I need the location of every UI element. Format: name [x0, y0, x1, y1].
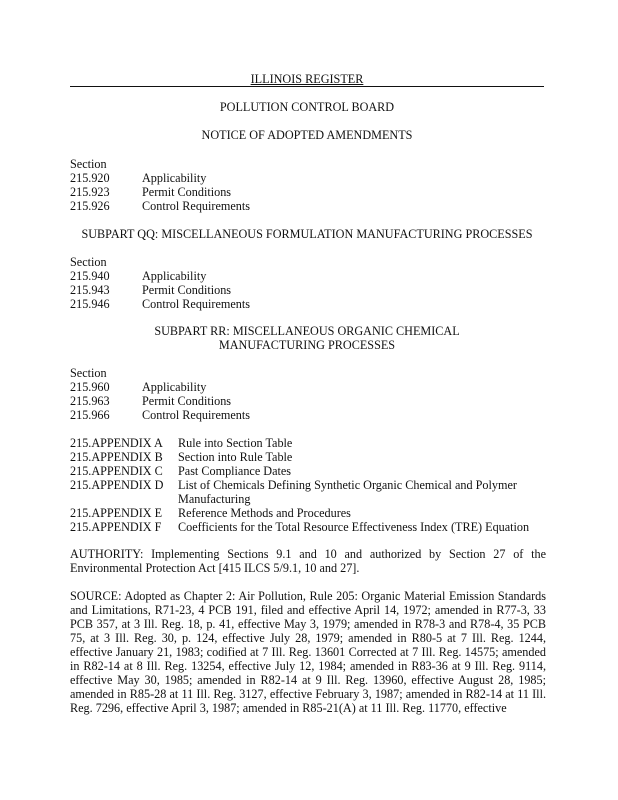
subpart-rr-heading-line2: MANUFACTURING PROCESSES — [218, 338, 396, 352]
appendix-title: Reference Methods and Procedures — [178, 506, 351, 520]
appendix-title: Section into Rule Table — [178, 450, 293, 464]
register-title: ILLINOIS REGISTER — [250, 72, 364, 86]
section-title: Permit Conditions — [142, 185, 232, 199]
appendix-number: 215.APPENDIX F — [70, 520, 162, 534]
section-number: 215.940 — [70, 269, 110, 283]
subpart-rr-heading-line1: SUBPART RR: MISCELLANEOUS ORGANIC CHEMICAL — [154, 324, 460, 338]
appendix-title: List of Chemicals Defining Synthetic Organic Chemical and Polymer Manufacturing — [178, 478, 517, 506]
section-number: 215.920 — [70, 171, 110, 185]
section-number: 215.923 — [70, 185, 110, 199]
section-title: Permit Conditions — [142, 283, 232, 297]
section-row — [70, 171, 206, 185]
section-row — [70, 380, 206, 394]
section-title: Control Requirements — [142, 297, 250, 311]
section-number: 215.926 — [70, 199, 110, 213]
section-row — [70, 269, 206, 283]
section-number: 215.966 — [70, 408, 110, 422]
authority-paragraph: AUTHORITY: Implementing Sections 9.1 and 10 and authorized by Section 27 of the Environmental Protection Act [415 ILCS 5/9.1, 10 and 27]. — [70, 547, 546, 575]
section-title: Applicability — [142, 380, 207, 394]
section-label: Section — [70, 255, 107, 269]
section-row — [70, 283, 231, 297]
notice-title: NOTICE OF ADOPTED AMENDMENTS — [201, 128, 413, 142]
section-title: Permit Conditions — [142, 394, 232, 408]
section-title: Control Requirements — [142, 408, 250, 422]
section-label: Section — [70, 366, 107, 380]
appendix-number: 215.APPENDIX C — [70, 464, 163, 478]
section-title: Applicability — [142, 269, 207, 283]
appendix-number: 215.APPENDIX B — [70, 450, 163, 464]
subpart-qq-heading: SUBPART QQ: MISCELLANEOUS FORMULATION MANUFACTURING PROCESSES — [81, 227, 533, 241]
appendix-number: 215.APPENDIX D — [70, 478, 164, 492]
section-row — [70, 199, 250, 213]
appendix-title: Coefficients for the Total Resource Effectiveness Index (TRE) Equation — [178, 520, 530, 534]
source-paragraph: SOURCE: Adopted as Chapter 2: Air Pollution, Rule 205: Organic Material Emission Standards and Limitations, R71-23, 4 PCB 191, filed and effective April 14, 1972; amended in R77-3, 33 PCB 357, at 3 Ill. Reg. 18, p. 41, effective May 3, 1979; amended in R78-3 and R78-4, 35 PCB 75, at 3 Ill. Reg. 30, p. 124, effective July 28, 1979; amended in R80-5 at 7 Ill. Reg. 1244, effective January 21, 1983; codified at 7 Ill. Reg. 13601 Corrected at 7 Ill. Reg. 14575; amended in R82-14 at 8 Ill. Reg. 13254, effective July 12, 1984; amended in R83-36 at 9 Ill. Reg. 9114, effective May 30, 1985; amended in R82-14 at 9 Ill. Reg. 13960, effective August 28, 1985; amended in R85-28 at 11 Ill. Reg. 3127, effective February 3, 1987; amended in R82-14 at 11 Ill. Reg. 7296, effective April 3, 1987; amended in R85-21(A) at 11 Ill. Reg. 11770, effective — [70, 589, 546, 715]
section-number: 215.946 — [70, 297, 110, 311]
section-row — [70, 297, 250, 311]
board-name: POLLUTION CONTROL BOARD — [219, 100, 395, 114]
section-label: Section — [70, 157, 107, 171]
appendix-title: Rule into Section Table — [178, 436, 293, 450]
section-row — [70, 394, 231, 408]
appendix-number: 215.APPENDIX A — [70, 436, 163, 450]
appendix-title: Past Compliance Dates — [178, 464, 292, 478]
section-row — [70, 408, 250, 422]
section-number: 215.960 — [70, 380, 110, 394]
section-row — [70, 185, 231, 199]
appendix-number: 215.APPENDIX E — [70, 506, 163, 520]
section-title: Applicability — [142, 171, 207, 185]
section-number: 215.943 — [70, 283, 110, 297]
section-title: Control Requirements — [142, 199, 250, 213]
register-header — [70, 72, 544, 87]
section-number: 215.963 — [70, 394, 110, 408]
